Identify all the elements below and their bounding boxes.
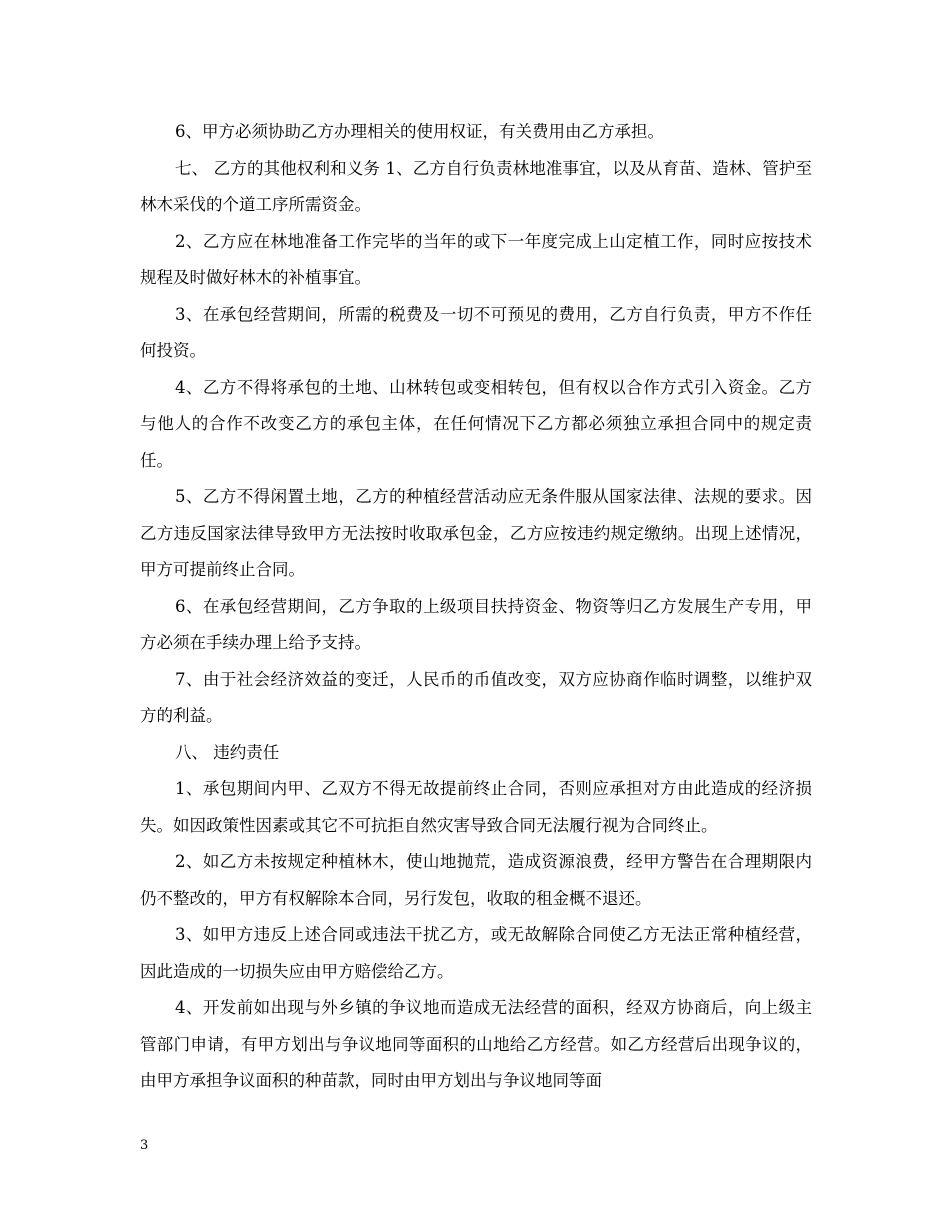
paragraph: 4、开发前如出现与外乡镇的争议地而造成无法经营的面积，经双方协商后，向上级主管部门申请，有甲方划出与争议地同等面积的山地给乙方经营。如乙方经营后出现争议的，由甲方承担争议面积的种苗款，同时由甲方划出与争议地同等面 — [140, 998, 812, 1090]
paragraph: 3、在承包经营期间，所需的税费及一切不可预见的费用，乙方自行负责，甲方不作任何投资。 — [140, 304, 812, 360]
page-number: 3 — [140, 1138, 149, 1153]
paragraph: 6、甲方必须协助乙方办理相关的使用权证，有关费用由乙方承担。 — [175, 122, 664, 141]
paragraph: 1、承包期间内甲、乙双方不得无故提前终止合同，否则应承担对方由此造成的经济损失。如因政策性因素或其它不可抗拒自然灾害导致合同无法履行视为合同终止。 — [140, 779, 812, 835]
paragraph: 6、在承包经营期间，乙方争取的上级项目扶持资金、物资等归乙方发展生产专用，甲方必须在手续办理上给予支持。 — [140, 596, 812, 652]
paragraph: 7、由于社会经济效益的变迁，人民币的币值改变，双方应协商作临时调整，以维护双方的利益。 — [140, 669, 812, 725]
section-heading-8: 八、 违约责任 — [175, 742, 280, 762]
paragraph: 2、如乙方未按规定种植林木，使山地抛荒，造成资源浪费，经甲方警告在合理期限内仍不整改的，甲方有权解除本合同，另行发包，收取的租金概不退还。 — [140, 852, 812, 908]
section-heading-7: 七、 乙方的其他权利和义务 1、乙方自行负责林地准事宜，以及从育苗、造林、管护至林木采伐的个道工序所需资金。 — [140, 158, 812, 214]
paragraph: 3、如甲方违反上述合同或违法干扰乙方，或无故解除合同使乙方无法正常种植经营，因此造成的一切损失应由甲方赔偿给乙方。 — [140, 925, 812, 981]
paragraph: 4、乙方不得将承包的土地、山林转包或变相转包，但有权以合作方式引入资金。乙方与他人的合作不改变乙方的承包主体，在任何情况下乙方都必须独立承担合同中的规定责任。 — [140, 377, 812, 470]
paragraph: 5、乙方不得闲置土地，乙方的种植经营活动应无条件服从国家法律、法规的要求。因乙方违反国家法律导致甲方无法按时收取承包金，乙方应按违约规定缴纳。出现上述情况，甲方可提前终止合同。 — [140, 487, 812, 579]
paragraph: 2、乙方应在林地准备工作完毕的当年的或下一年度完成上山定植工作，同时应按技术规程及时做好林木的补植事宜。 — [140, 231, 812, 287]
document-body — [140, 114, 812, 1100]
